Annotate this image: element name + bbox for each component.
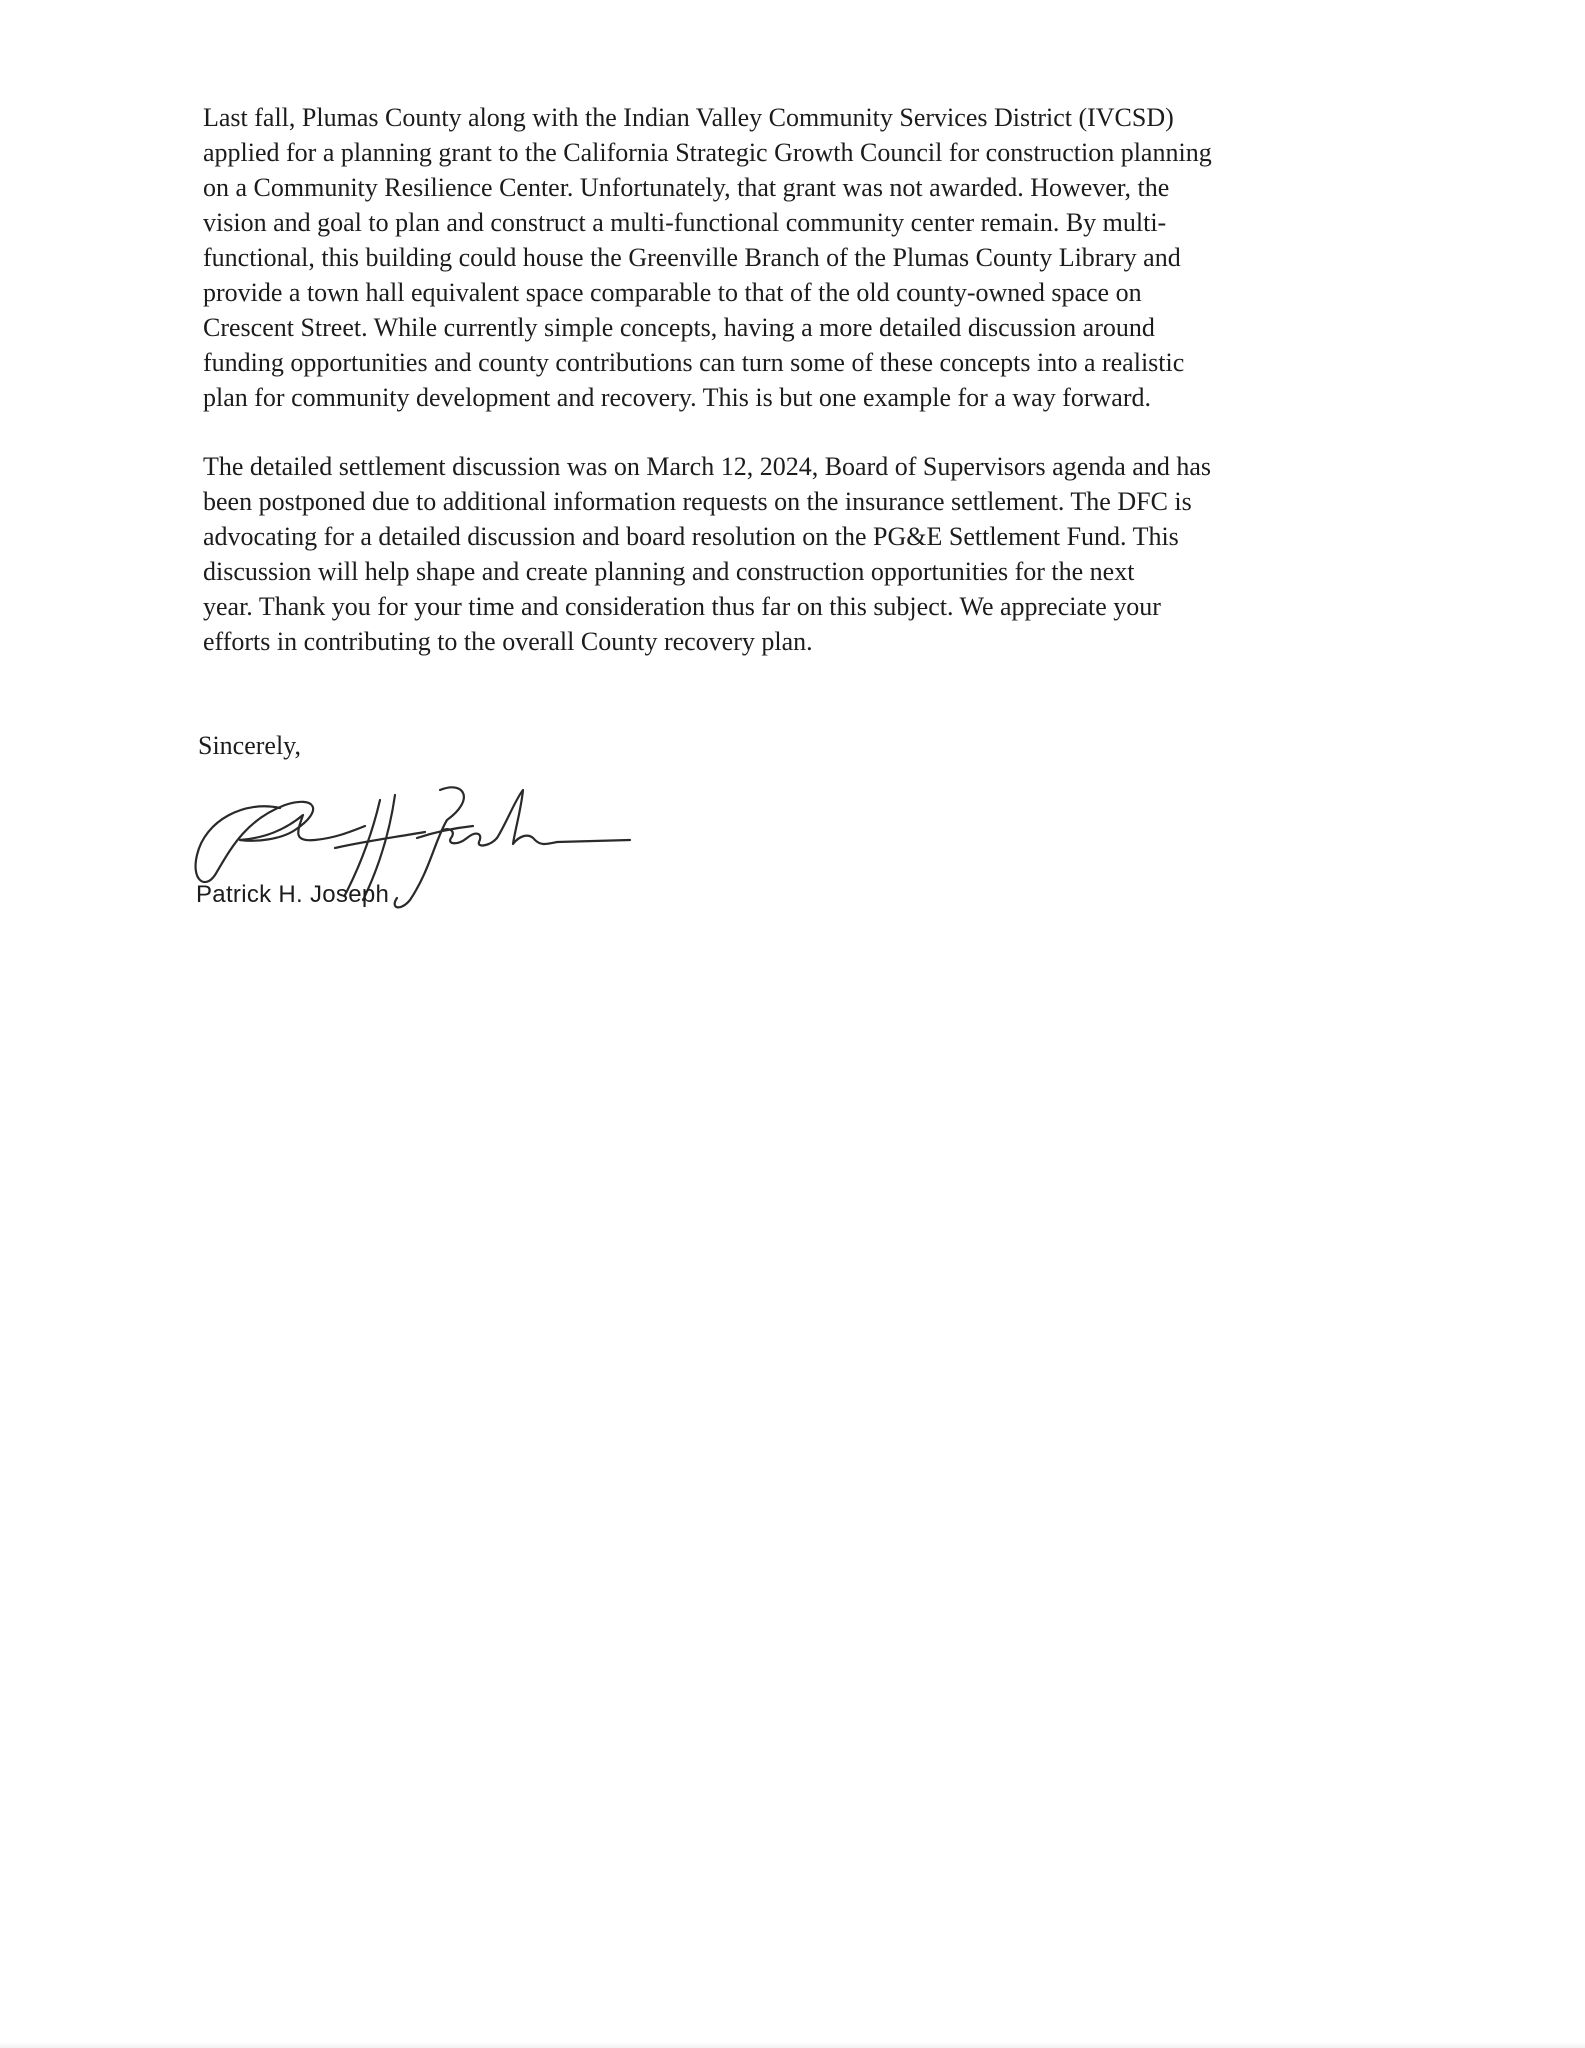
text-line: funding opportunities and county contributions can turn some of these concepts into a realistic <box>203 348 1185 377</box>
text-line: year. Thank you for your time and consideration thus far on this subject. We appreciate your <box>203 592 1161 621</box>
signer-name: Patrick H. Joseph <box>196 881 390 908</box>
text-line: discussion will help shape and create planning and construction opportunities for the next <box>203 557 1135 586</box>
text-line: advocating for a detailed discussion and board resolution on the PG&E Settlement Fund. This <box>203 522 1179 551</box>
text-line: The detailed settlement discussion was on March 12, 2024, Board of Supervisors agenda and has <box>203 452 1211 481</box>
text-line: functional, this building could house the Greenville Branch of the Plumas County Library and <box>203 243 1181 272</box>
text-line: applied for a planning grant to the California Strategic Growth Council for construction planning <box>203 138 1212 167</box>
closing-salutation: Sincerely, <box>198 731 301 760</box>
text-line: been postponed due to additional information requests on the insurance settlement. The DFC is <box>203 487 1192 516</box>
paragraph-settlement-discussion <box>203 449 1418 659</box>
text-line: vision and goal to plan and construct a multi-functional community center remain. By multi- <box>203 208 1167 237</box>
text-line: Crescent Street. While currently simple concepts, having a more detailed discussion around <box>203 313 1155 342</box>
text-line: provide a town hall equivalent space comparable to that of the old county-owned space on <box>203 278 1142 307</box>
text-line: efforts in contributing to the overall County recovery plan. <box>203 627 813 656</box>
paragraph-grant-application <box>203 100 1418 415</box>
text-line: plan for community development and recovery. This is but one example for a way forward. <box>203 383 1151 412</box>
text-line: on a Community Resilience Center. Unfortunately, that grant was not awarded. However, the <box>203 173 1170 202</box>
text-line: Last fall, Plumas County along with the Indian Valley Community Services District (IVCSD) <box>203 103 1174 132</box>
letter-body <box>203 100 1418 659</box>
scan-edge <box>0 2042 1585 2048</box>
